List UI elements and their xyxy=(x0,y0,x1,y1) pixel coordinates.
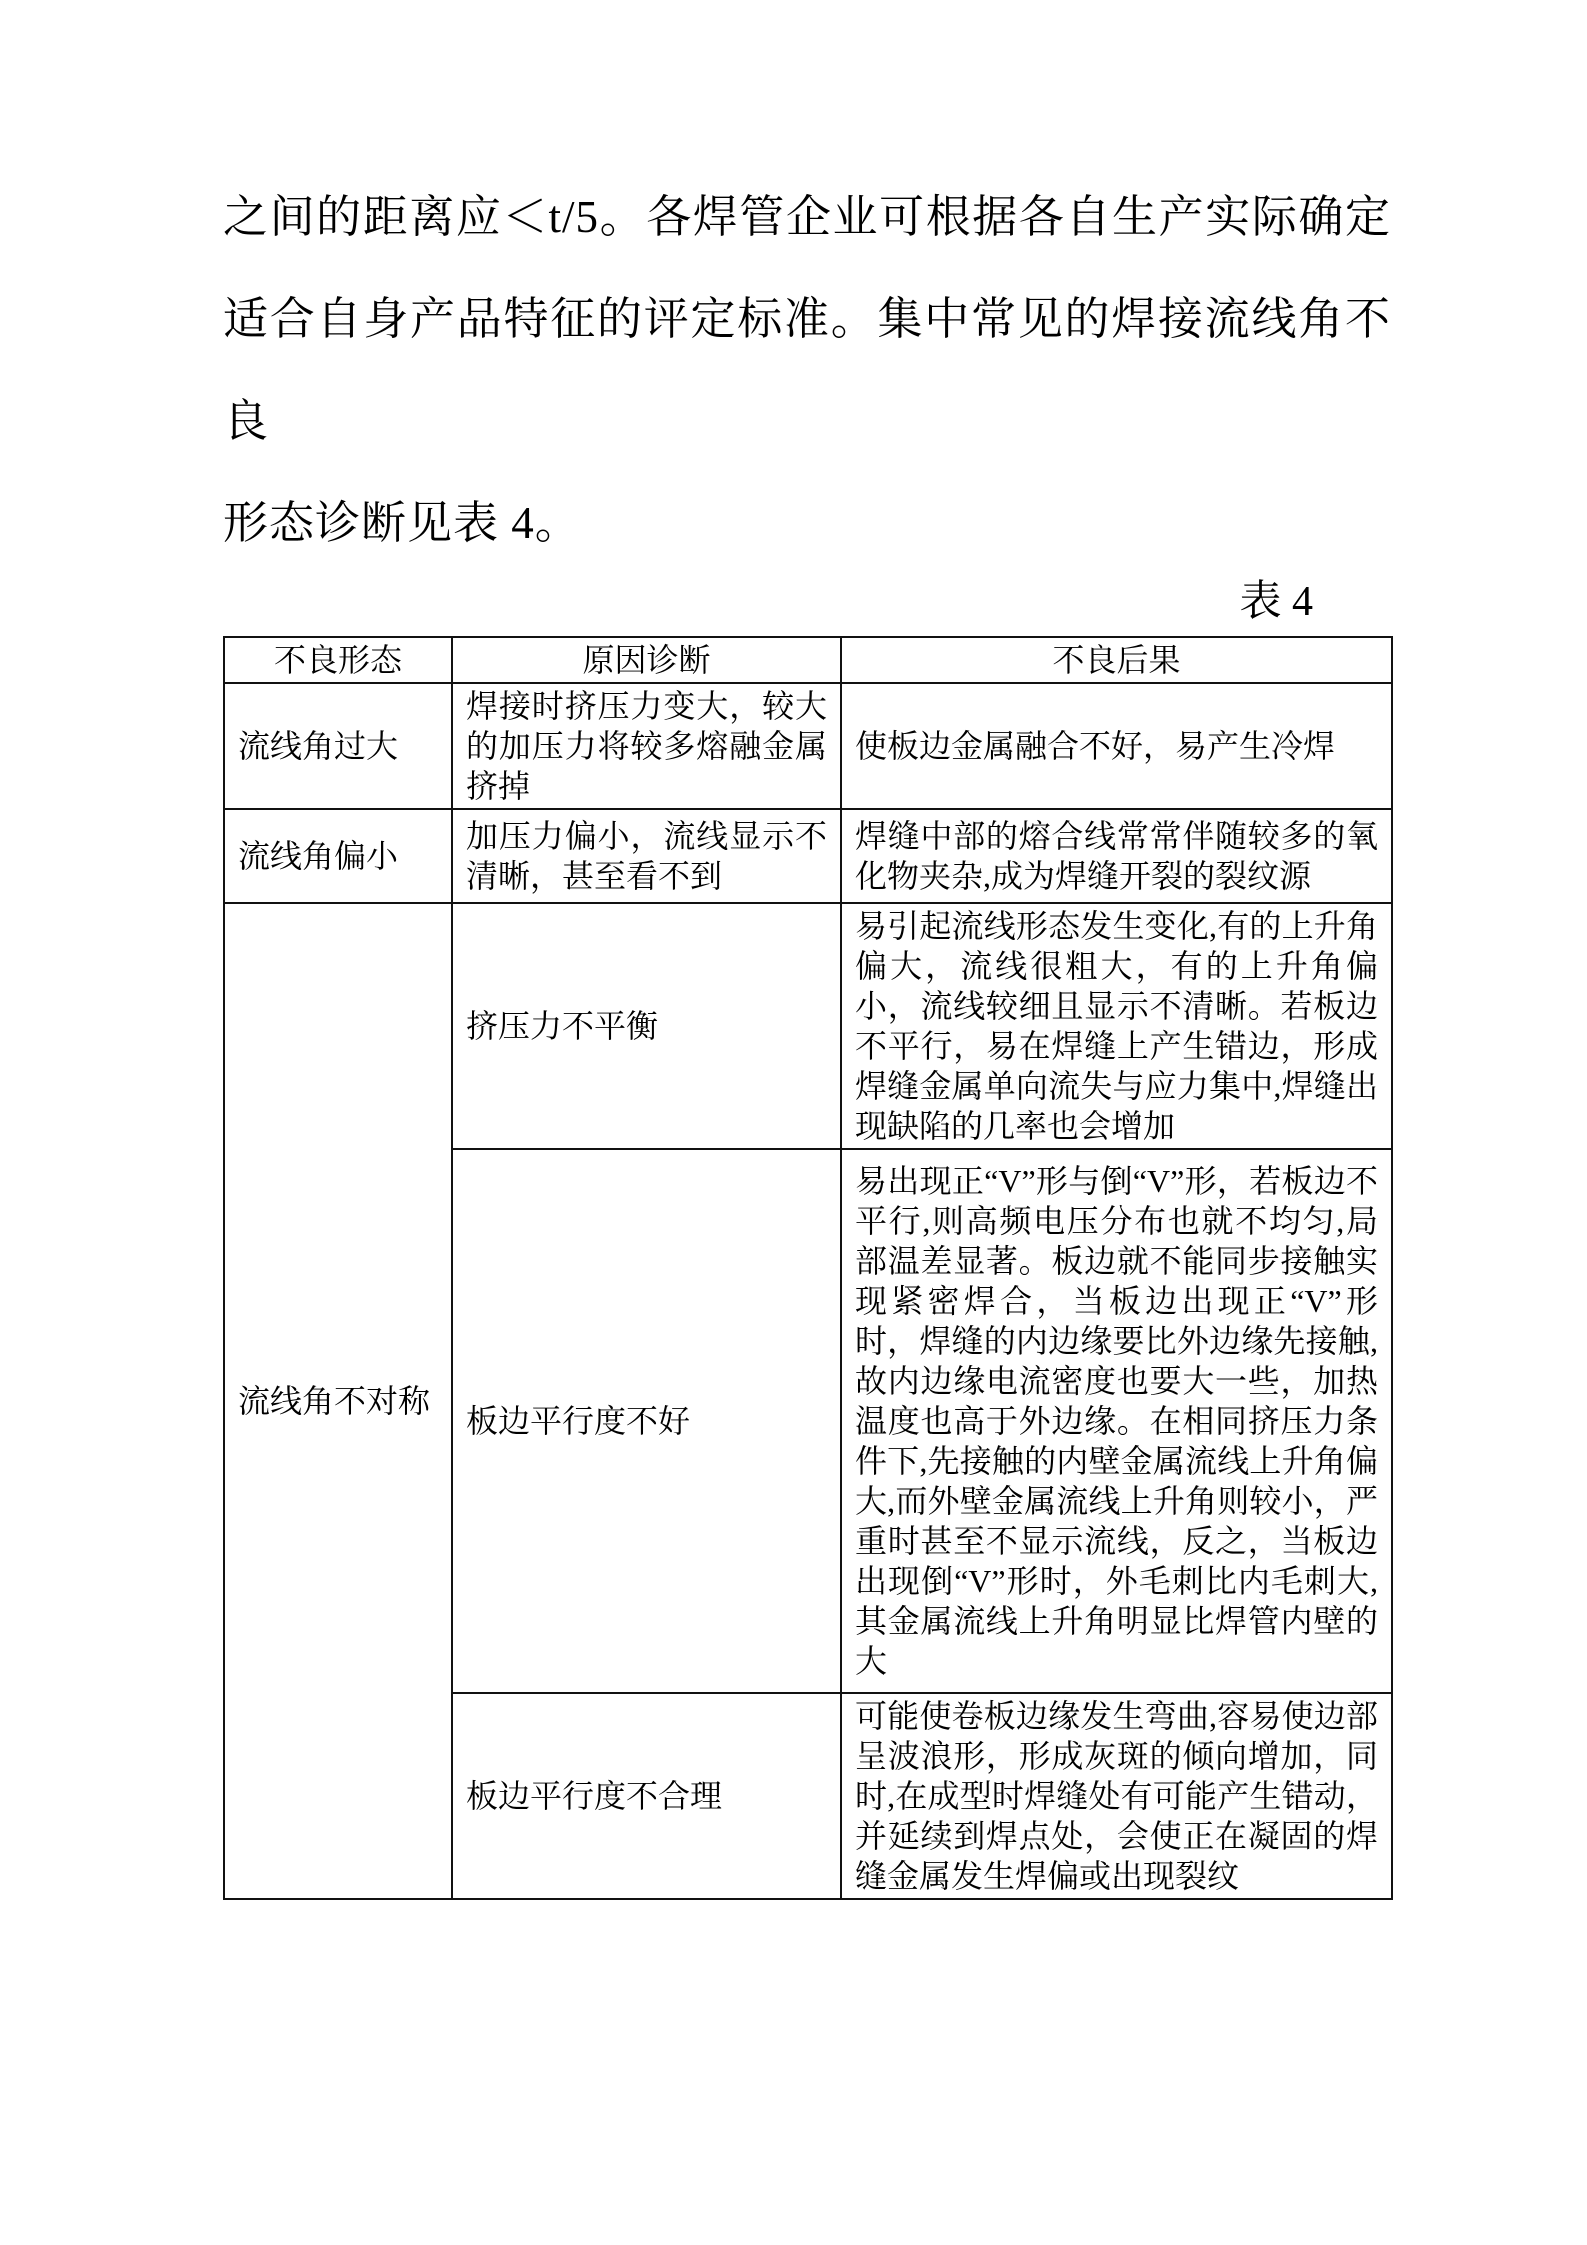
cell-consequence: 使板边金属融合不好，易产生冷焊 xyxy=(841,683,1392,809)
paragraph-line-1: 之间的距离应＜t/5。各焊管企业可根据各自生产实际确定 xyxy=(223,192,1391,242)
table-caption: 表 4 xyxy=(1239,579,1313,625)
col-header-cause-diagnosis: 原因诊断 xyxy=(452,637,841,683)
cell-form: 流线角偏小 xyxy=(224,809,452,903)
col-header-bad-consequence: 不良后果 xyxy=(841,637,1392,683)
body-paragraph xyxy=(223,166,1391,574)
table-header-row xyxy=(224,637,1392,683)
cell-consequence: 易出现正“V”形与倒“V”形，若板边不平行,则高频电压分布也就不均匀,局部温差显著。板边就不能同步接触实现紧密焊合，当板边出现正“V”形时，焊缝的内边缘要比外边缘先接触,故内边缘电流密度也要大一些，加热温度也高于外边缘。在相同挤压力条件下,先接触的内壁金属流线上升角偏大,而外壁金属流线上升角则较小，严重时甚至不显示流线，反之，当板边出现倒“V”形时，外毛刺比内毛刺大,其金属流线上升角明显比焊管内壁的大 xyxy=(841,1149,1392,1693)
table-row-angle-too-large xyxy=(224,683,1392,809)
cell-form: 流线角过大 xyxy=(224,683,452,809)
cell-cause: 挤压力不平衡 xyxy=(452,903,841,1149)
col-header-defect-form: 不良形态 xyxy=(224,637,452,683)
cell-cause: 板边平行度不合理 xyxy=(452,1693,841,1899)
cell-cause: 加压力偏小，流线显示不清晰，甚至看不到 xyxy=(452,809,841,903)
table-row-asymmetric-sub1 xyxy=(224,903,1392,1149)
cell-cause: 焊接时挤压力变大，较大的加压力将较多熔融金属挤掉 xyxy=(452,683,841,809)
defect-diagnosis-table xyxy=(223,636,1393,1900)
cell-consequence: 焊缝中部的熔合线常常伴随较多的氧化物夹杂,成为焊缝开裂的裂纹源 xyxy=(841,809,1392,903)
cell-form-merged: 流线角不对称 xyxy=(224,903,452,1899)
cell-consequence: 可能使卷板边缘发生弯曲,容易使边部呈波浪形，形成灰斑的倾向增加，同时,在成型时焊缝处有可能产生错动，并延续到焊点处，会使正在凝固的焊缝金属发生焊偏或出现裂纹 xyxy=(841,1693,1392,1899)
paragraph-line-2: 适合自身产品特征的评定标准。集中常见的焊接流线角不良 xyxy=(223,294,1391,446)
table-row-angle-too-small xyxy=(224,809,1392,903)
cell-cause: 板边平行度不好 xyxy=(452,1149,841,1693)
cell-consequence: 易引起流线形态发生变化,有的上升角偏大，流线很粗大，有的上升角偏小，流线较细且显示不清晰。若板边不平行，易在焊缝上产生错边，形成焊缝金属单向流失与应力集中,焊缝出现缺陷的几率也会增加 xyxy=(841,903,1392,1149)
paragraph-line-3: 形态诊断见表 4。 xyxy=(223,498,581,548)
